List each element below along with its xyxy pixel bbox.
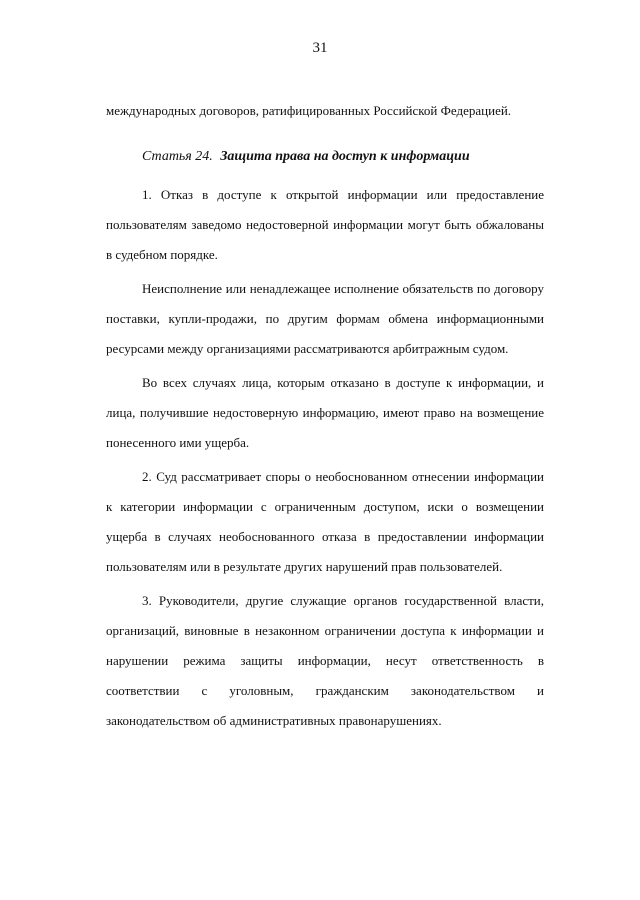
continuation-text: международных договоров, ратифицированных Российской Федерацией. <box>106 103 512 118</box>
article-heading <box>106 142 544 172</box>
document-body <box>106 96 544 740</box>
article-label: Статья 24. <box>142 149 213 164</box>
paragraph-4: 2. Суд рассматривает споры о необоснованном отнесении информации к категории информации с ограниченным доступом, иски о возмещении ущерба в случаях необоснованного отказа в предоставлении информации пользователям или в результате других нарушений прав пользователей. <box>106 469 544 574</box>
article-title: Защита права на доступ к информации <box>220 149 470 164</box>
paragraph-2: Неисполнение или ненадлежащее исполнение обязательств по договору поставки, купли-продажи, по другим формам обмена информационными ресурсами между организациями рассматриваются арбитражным судом. <box>106 281 544 356</box>
page-number: 31 <box>312 40 328 56</box>
paragraph-3: Во всех случаях лица, которым отказано в доступе к информации, и лица, получившие недостоверную информацию, имеют право на возмещение понесенного ими ущерба. <box>106 375 544 450</box>
paragraph-5: 3. Руководители, другие служащие органов государственной власти, организаций, виновные в незаконном ограничении доступа к информации и нарушении режима защиты информации, несут ответственность в соответствии с уголовным, гражданским законодательством и законодательством об административных правонарушениях. <box>106 593 544 728</box>
paragraph-1: 1. Отказ в доступе к открытой информации или предоставление пользователям заведомо недостоверной информации могут быть обжалованы в судебном порядке. <box>106 187 544 262</box>
